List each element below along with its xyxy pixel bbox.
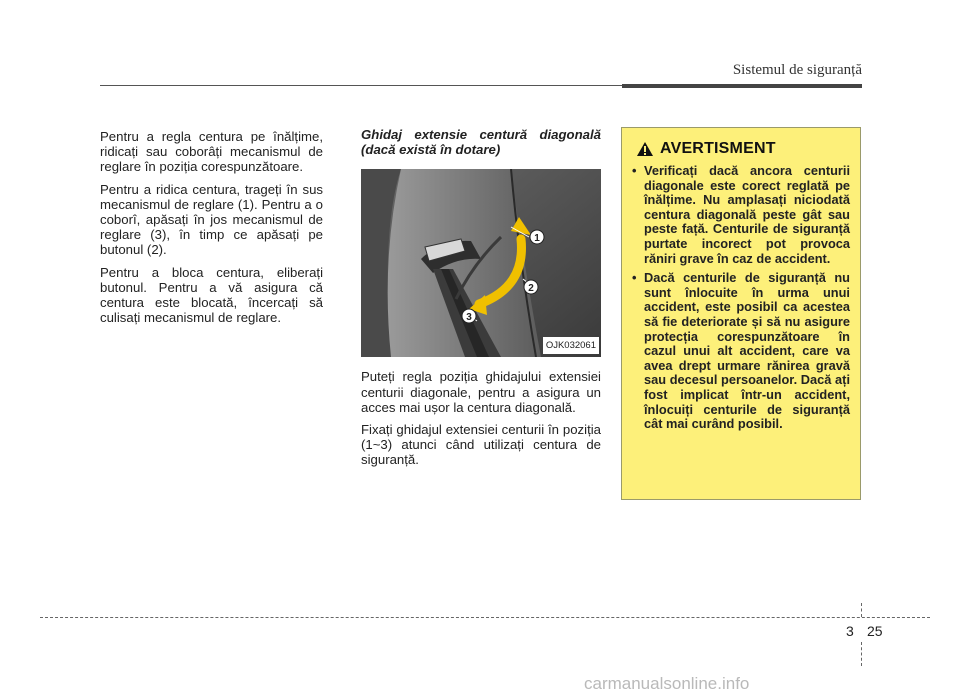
footer-rule [40, 617, 930, 618]
warning-box [621, 127, 861, 500]
paragraph: Pentru a ridica centura, trageți în sus mecanismul de reglare (1). Pentru a o coborî, apăsați în jos mecanismul de reglare (3), în timp ce apăsați pe butonul (2). [100, 181, 323, 258]
bullet: • [632, 163, 637, 178]
running-header: Sistemul de siguranță [732, 62, 862, 78]
warning-triangle-icon [636, 141, 654, 157]
chapter-number: 3 [846, 623, 854, 639]
footer-separator [861, 642, 862, 666]
warning-header [636, 140, 860, 158]
page-number: 25 [867, 623, 883, 639]
footer-separator [861, 603, 862, 617]
paragraph: Pentru a bloca centura, eliberați butonul. Pentru a vă asigura că centura este blocată, încercați să culisați mecanismul de reglare. [100, 264, 323, 326]
callout-2: 2 [528, 283, 534, 295]
warning-list [622, 164, 860, 432]
paragraph: Fixați ghidajul extensiei centurii în poziția (1~3) atunci când utilizați centura de siguranță. [361, 422, 601, 468]
bullet: • [632, 270, 637, 286]
watermark: carmanualsonline.info [584, 674, 750, 693]
warning-title: AVERTISMENT [660, 140, 776, 157]
warning-item-text: Verificați dacă ancora centurii diagonale este corect reglată pe înălțime. Nu amplasați niciodată centura diagonală peste gât sau peste față. Centurile de siguranță purtate incorect pot provoca răniri grave în caz de accident. [644, 163, 850, 266]
warning-item-text: Dacă centurile de siguranță nu sunt înlocuite în urma unui accident, este posibil ca acestea să fie deteriorate și să nu asigure protecția corespunzătoare în cazul unui alt accident, care va avea drept urmare rănirea gravă sau decesul persoanelor. Dacă ați fost implicat într-un accident, înlocuiți centurile de siguranță cât mai curând posibil. [644, 270, 850, 432]
warning-item [632, 271, 850, 432]
seat-belt-illustration [361, 169, 601, 357]
header-rule-accent [622, 84, 862, 88]
callout-3: 3 [466, 312, 472, 324]
middle-column [361, 127, 601, 475]
warning-item [632, 164, 850, 266]
seat-belt-guide-photo [361, 169, 601, 357]
section-heading: Ghidaj extensie centură diagonală (dacă există în dotare) [361, 127, 601, 158]
paragraph: Pentru a regla centura pe înălțime, ridicați sau coborâți mecanismul de reglare în poziția corespunzătoare. [100, 129, 323, 175]
image-code: OJK032061 [543, 337, 599, 354]
left-column [100, 129, 323, 332]
callout-1: 1 [534, 233, 540, 245]
paragraph: Puteți regla poziția ghidajului extensiei centurii diagonale, pentru a asigura un acces mai ușor la centura diagonală. [361, 369, 601, 415]
